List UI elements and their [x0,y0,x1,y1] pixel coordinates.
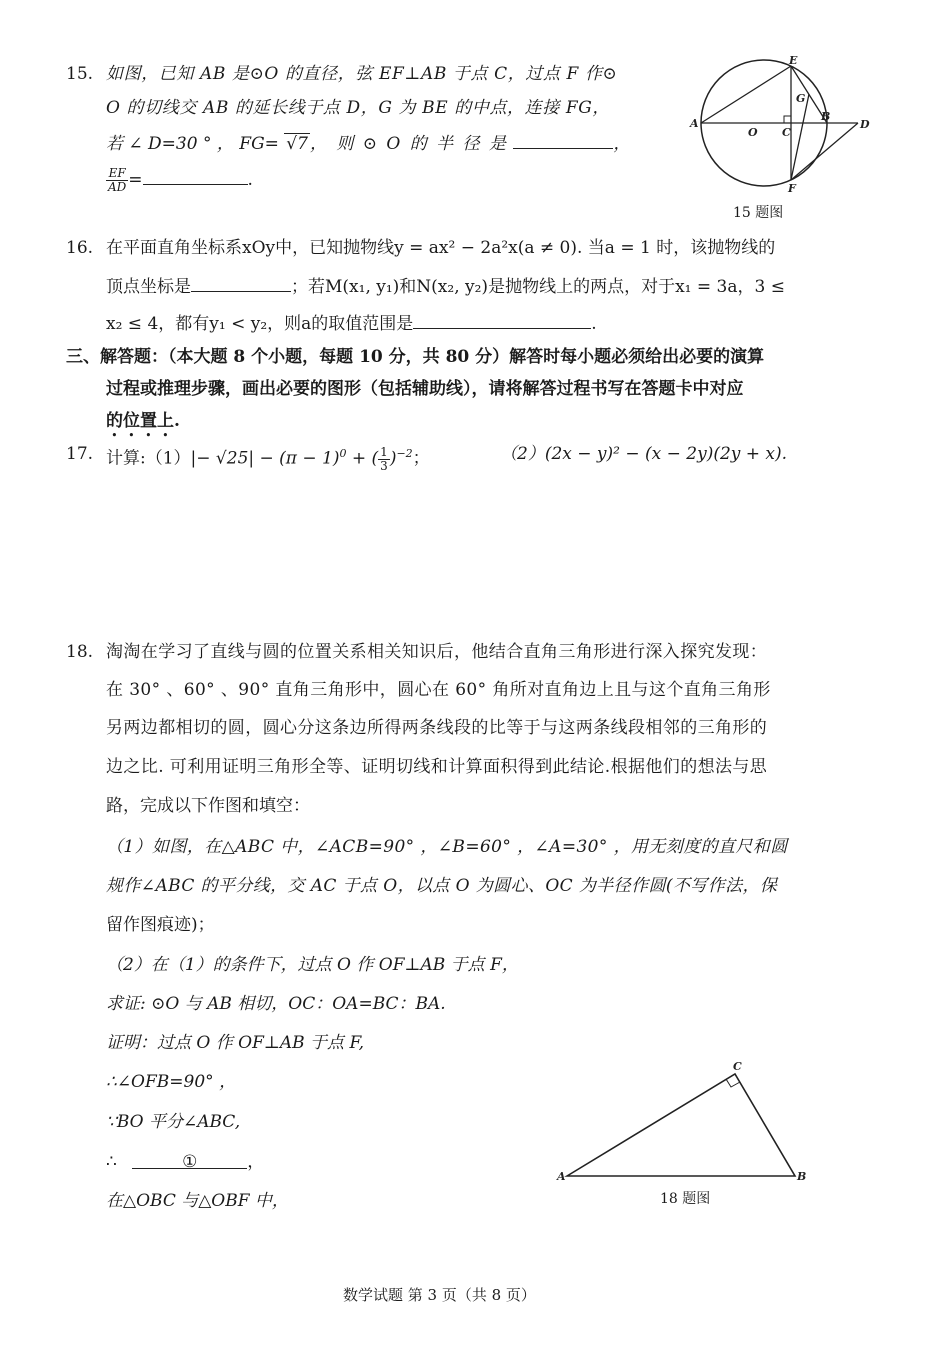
q16-number: 16. [66,238,94,258]
q18-line-2: 在 30° 、60° 、90° 直角三角形中，圆心在 60° 角所对直角边上且与这个直角三角形 [106,680,771,700]
section3-line3: 的位置上. [106,411,180,431]
q15-line3c: ， [613,134,631,154]
q18-label-c: C [733,1060,742,1073]
q18-label-a: A [557,1170,566,1183]
q18-line-12: ∴∠OFB=90° ， [106,1072,237,1092]
q15-label-o: O [748,126,758,139]
q18-line-5: 路，完成以下作图和填空： [106,796,310,816]
q15-ratio-line: $\frac{EF}{AD}$ = . [108,166,253,194]
q18-line-1: 淘淘在学习了直线与圆的位置关系相关知识后，他结合直角三角形进行深入探究发现： [106,642,768,662]
q15-right-angle [784,116,791,123]
q15-label-c: C [782,126,791,139]
q15-figure [676,56,876,206]
q18-figure [555,1058,815,1188]
q16-answer-blank-2[interactable] [413,310,591,329]
q15-fraction: $\frac{EF}{AD}$ [108,166,127,194]
q18-line-11: 证明：过点 O 作 OF⊥AB 于点 F, [106,1033,364,1053]
q15-answer-blank-1[interactable] [513,130,613,149]
q15-eq: = [128,170,143,190]
q15-line-ae [701,66,791,123]
q18-line-8: 留作图痕迹)； [106,915,215,935]
q18-number: 18. [66,642,94,662]
q18-line-9: （2）在（1）的条件下，过点 O 作 OF⊥AB 于点 F， [106,955,519,975]
q15-label-f: F [788,182,796,195]
q15-label-b: B [821,110,831,123]
section3-line1: 三、解答题：（本大题 8 个小题，每题 10 分，共 80 分）解答时每小题必须给出必要的演算 [66,347,765,367]
q15-line1: 如图，已知 AB 是⊙O 的直径，弦 EF⊥AB 于点 C，过点 F 作⊙ [106,64,618,84]
q16-answer-blank-1[interactable] [191,273,291,292]
q16-line3b: . [591,314,597,334]
q16-line2b: ；若M(x₁, y₁)和N(x₂, y₂)是抛物线上的两点，对于x₁ = 3a，3 ≤ [291,277,785,297]
q18-line-15: 在△OBC 与△OBF 中， [106,1191,289,1211]
q15-number: 15. [66,64,94,84]
q16-line2a: 顶点坐标是 [106,277,191,297]
q18-triangle [567,1074,795,1176]
q17-part2: （2）(2x − y)² − (x − 2y)(2y + x). [500,444,788,464]
page-footer: 数学试题 第 3 页（共 8 页） [343,1286,536,1304]
q18-answer-blank-1[interactable]: ① [132,1150,247,1169]
q15-answer-blank-2[interactable] [143,166,248,185]
q16-line2 [106,273,785,299]
q18-line-6: （1）如图，在△ABC 中，∠ACB=90° ，∠B=60° ，∠A=30° ，用无刻度的直尺和圆 [106,837,788,857]
q15-figure-caption: 15 题图 [733,205,784,221]
q18-line-13: ∵BO 平分∠ABC, [106,1112,241,1132]
q17-number: 17. [66,444,94,464]
q18-line-3: 另两边都相切的圆，圆心分这条边所得两条线段的比等于与这两条线段相邻的三角形的 [106,718,768,738]
section3-line2: 过程或推理步骤，画出必要的图形（包括辅助线），请将解答过程书写在答题卡中对应 [106,379,744,399]
q15-line2: O 的切线交 AB 的延长线于点 D，G 为 BE 的中点，连接 FG， [106,98,611,118]
q15-label-g: G [796,92,806,105]
q18-figure-caption: 18 题图 [660,1191,711,1207]
q18-label-b: B [797,1170,807,1183]
q16-line1: 在平面直角坐标系xOy中，已知抛物线y = ax² − 2a²x(a ≠ 0). 当a = 1 时，该抛物线的 [106,238,776,258]
q18-line-4: 边之比. 可利用证明三角形全等、证明切线和计算面积得到此结论.根据他们的想法与思 [106,757,768,777]
q18-line-14: ∴ ① ， [106,1152,265,1172]
q17-part1: 计算:（1）|− $√25| - (\pi - 1)^0$ + ( $\frac{1}{3}$ )$^{-2}$； [106,444,430,473]
q18-line-10: 求证: ⊙O 与 AB 相切，OC：OA=BC：BA. [106,994,446,1014]
q15-line3 [106,130,630,156]
q15-label-a: A [690,117,699,130]
q15-sqrt: √7 [286,134,308,154]
q16-line3a: x₂ ≤ 4，都有y₁ < y₂，则a的取值范围是 [106,314,414,334]
q15-label-d: D [860,118,870,131]
q16-line3 [106,310,597,336]
q15-line3a: 若 ∠ D=30 ° ， FG= [106,134,285,154]
q15-label-e: E [789,56,798,67]
q18-line-7: 规作∠ABC 的平分线，交 AC 于点 O，以点 O 为圆心、OC 为半径作圆(不写作法，保 [106,876,778,896]
q15-line3b: ， 则 ⊙ O 的 半 径 是 [309,134,508,154]
